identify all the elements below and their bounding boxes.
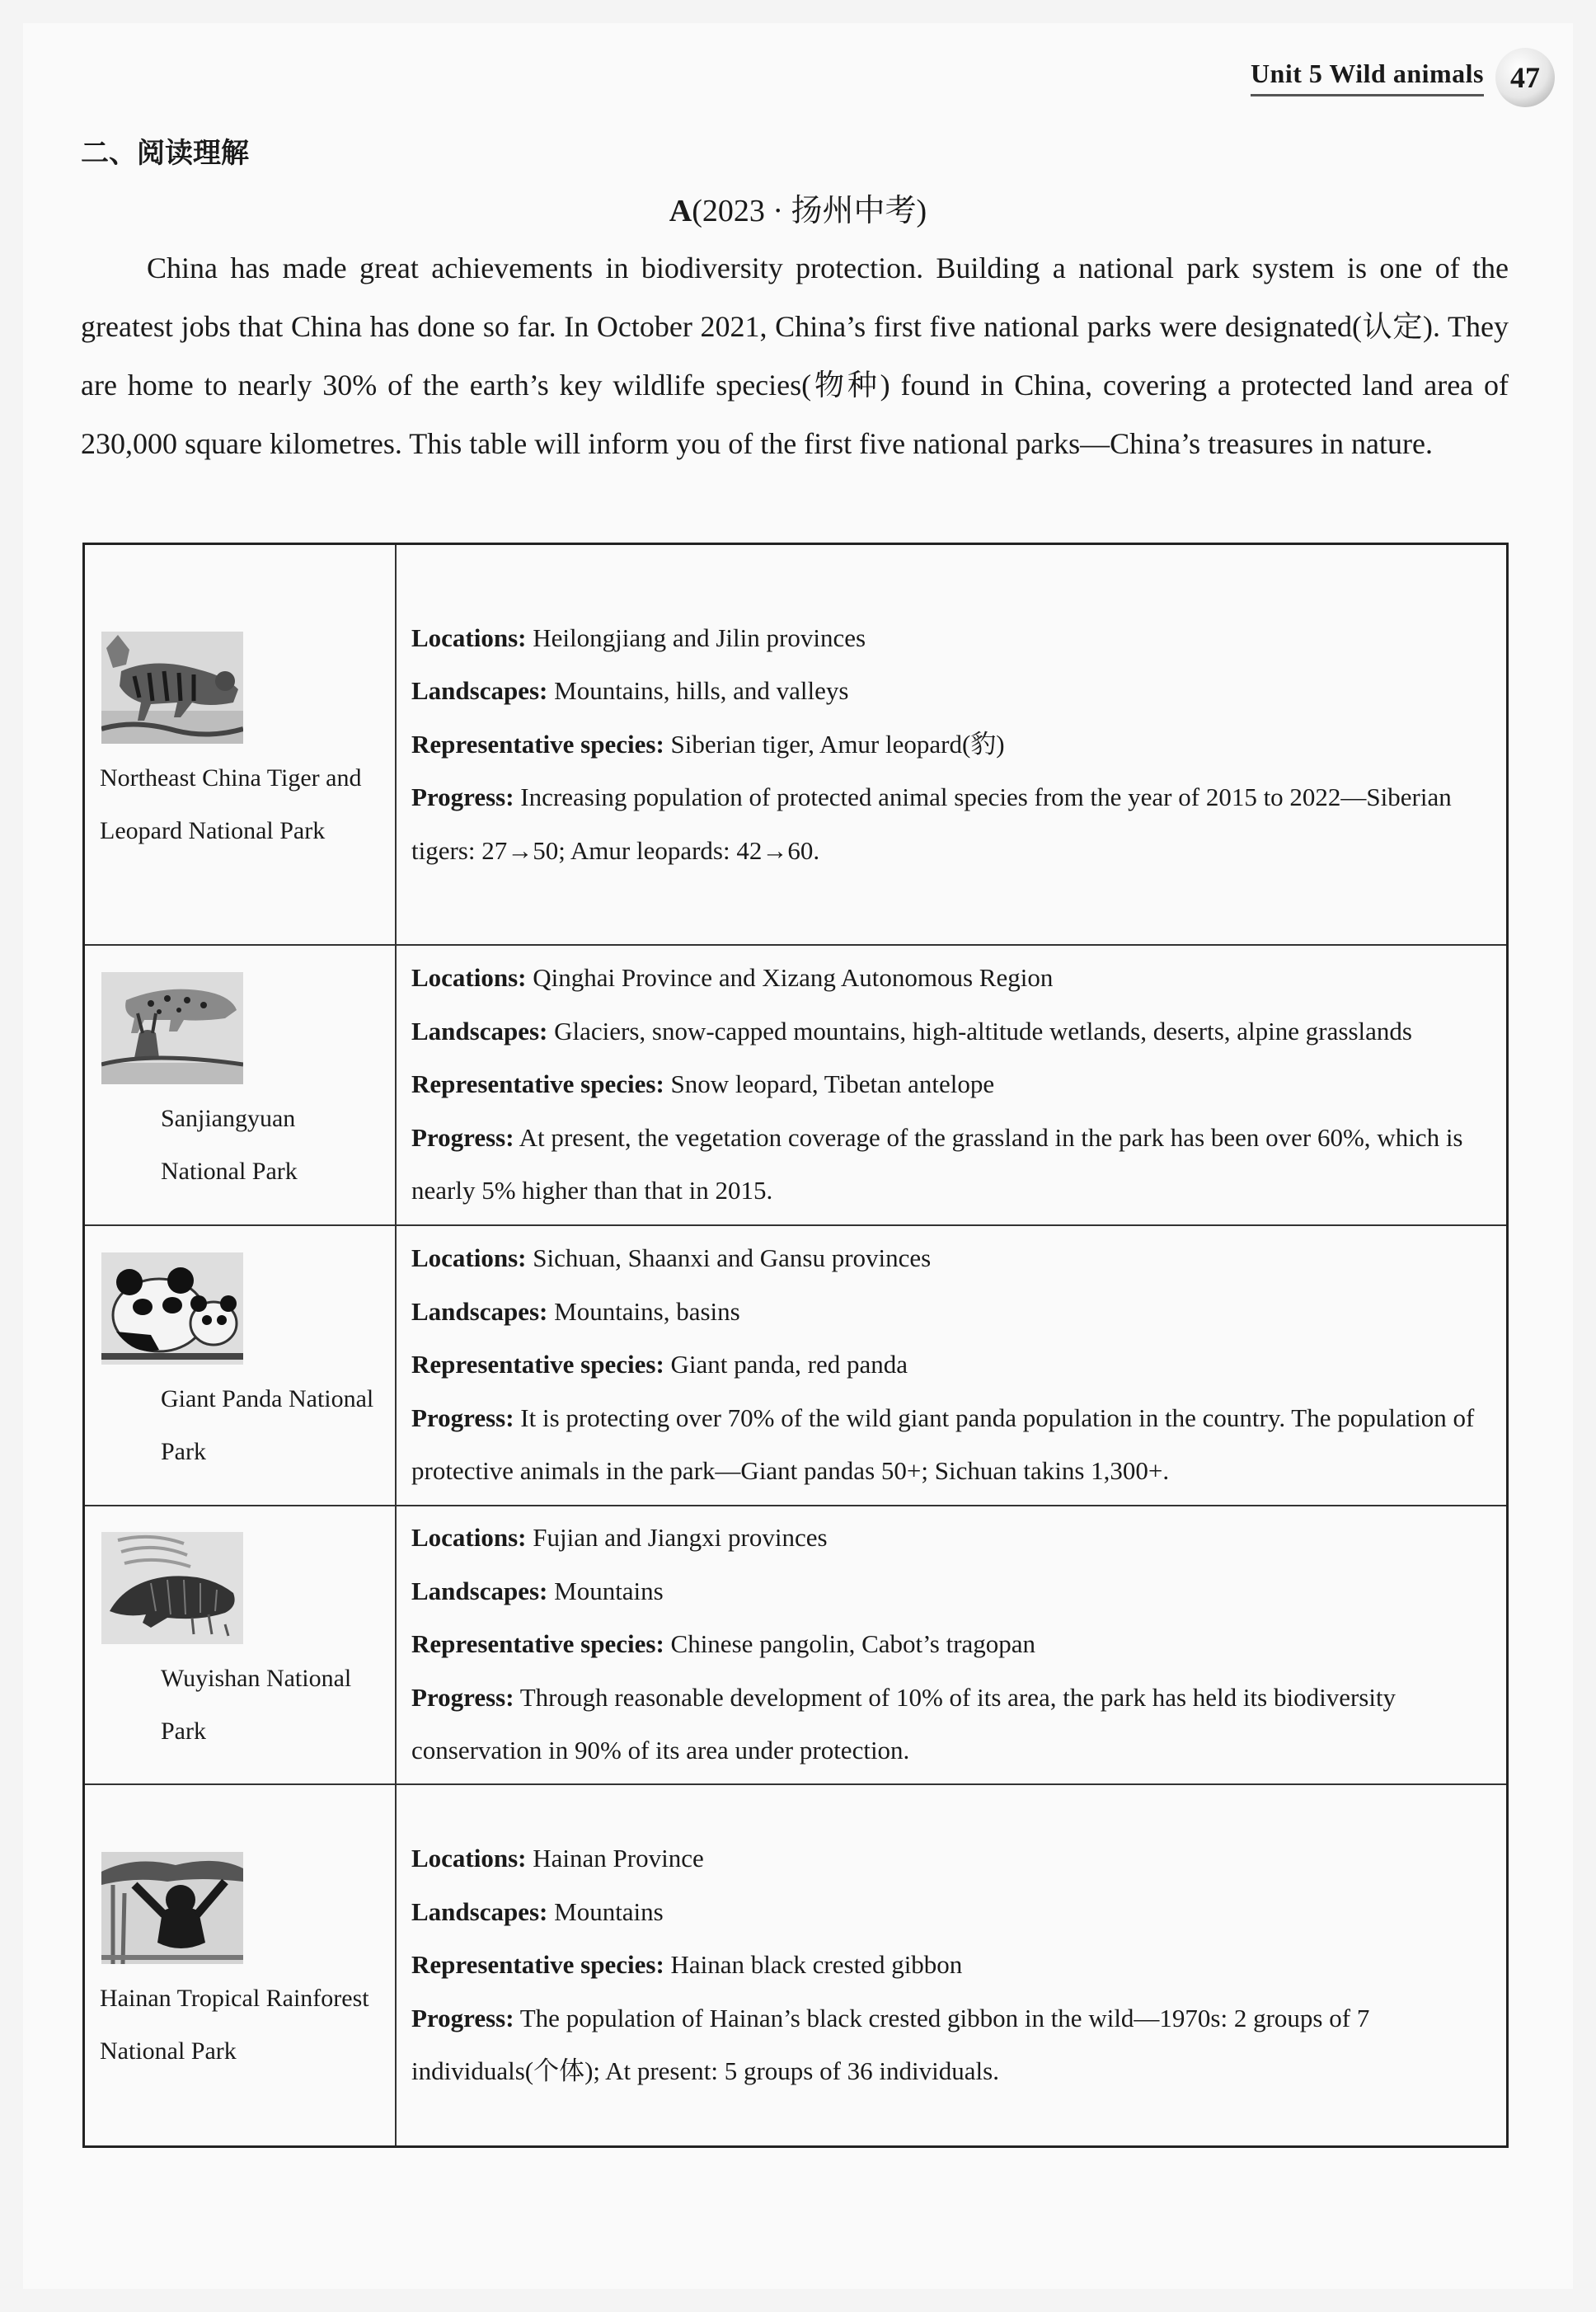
unit-title: Unit 5 Wild animals (1251, 59, 1484, 96)
intro-paragraph (81, 239, 1509, 473)
park-info (396, 945, 1508, 1225)
landscapes-label: Landscapes: (411, 676, 548, 705)
progress-value: At present, the vegetation coverage of the grassland in the park has been over 60%, which is nearly 5% higher than that in 2015. (411, 1122, 1463, 1205)
park-info (396, 1225, 1508, 1506)
page-header (1251, 48, 1555, 107)
landscapes-value: Mountains, basins (554, 1296, 740, 1326)
species-line (411, 718, 1495, 772)
progress-line (411, 1111, 1495, 1218)
species-value: Siberian tiger, Amur leopard(豹) (670, 729, 1005, 759)
landscapes-line (411, 1565, 1495, 1619)
species-line (411, 1058, 1495, 1111)
locations-value: Hainan Province (533, 1844, 704, 1873)
landscapes-value: Glaciers, snow-capped mountains, high-altitude wetlands, deserts, alpine grasslands (554, 1016, 1412, 1046)
locations-label: Locations: (411, 623, 527, 652)
locations-label: Locations: (411, 1523, 527, 1553)
page-number: 47 (1495, 48, 1555, 107)
park-name: Hainan Tropical Rainforest National Park (100, 1985, 369, 2065)
table-row (84, 1784, 1508, 2147)
progress-label: Progress: (411, 1122, 514, 1152)
park-cell (84, 1506, 397, 1784)
landscapes-line (411, 665, 1495, 718)
park-cell (84, 1784, 397, 2147)
species-line (411, 1338, 1495, 1392)
progress-label: Progress: (411, 1682, 514, 1712)
table-row (84, 1506, 1508, 1784)
table-row (84, 1225, 1508, 1506)
passage-label: A (669, 194, 692, 228)
locations-value: Heilongjiang and Jilin provinces (533, 623, 866, 652)
landscapes-label: Landscapes: (411, 1896, 548, 1926)
landscapes-line (411, 1005, 1495, 1059)
progress-label: Progress: (411, 2003, 514, 2032)
locations-value: Sichuan, Shaanxi and Gansu provinces (533, 1243, 932, 1273)
landscapes-line (411, 1285, 1495, 1339)
species-label: Representative species: (411, 1069, 664, 1099)
panda-photo (101, 1252, 243, 1365)
snow-leopard-photo (101, 972, 243, 1084)
species-value: Giant panda, red panda (670, 1350, 908, 1379)
progress-label: Progress: (411, 782, 514, 811)
landscapes-label: Landscapes: (411, 1016, 548, 1046)
tiger-photo (101, 632, 243, 744)
passage-source: (2023 · 扬州中考) (692, 194, 927, 228)
park-name: Northeast China Tiger and Leopard National Park (100, 764, 362, 844)
locations-line (411, 1232, 1495, 1285)
species-value: Snow leopard, Tibetan antelope (670, 1069, 995, 1099)
park-cell (84, 544, 397, 945)
locations-line (411, 952, 1495, 1005)
landscapes-line (411, 1886, 1495, 1939)
progress-value: The population of Hainan’s black crested gibbon in the wild—1970s: 2 groups of 7 individuals(个体); At present: 5 groups of 36 individuals. (411, 2003, 1370, 2085)
progress-line (411, 1992, 1495, 2098)
park-name: Giant Panda National Park (161, 1384, 374, 1465)
progress-line (411, 1671, 1495, 1778)
progress-value: It is protecting over 70% of the wild giant panda population in the country. The population of protective animals in the park—Giant pandas 50+; Sichuan takins 1,300+. (411, 1403, 1475, 1486)
progress-value: Through reasonable development of 10% of its area, the park has held its biodiversity conservation in 90% of its area under protection. (411, 1682, 1396, 1765)
landscapes-value: Mountains, hills, and valleys (554, 676, 849, 705)
intro-text: China has made great achievements in biodiversity protection. Building a national park system is one of the greatest jobs that China has done so far. In October 2021, China’s first five national parks were designated(认定). They are home to nearly 30% of the earth’s key wildlife species(物种) found in China, covering a protected land area of 230,000 square kilometres. This table will inform you of the first five national parks—China’s treasures in nature. (81, 251, 1509, 460)
park-info (396, 1506, 1508, 1784)
landscapes-value: Mountains (554, 1576, 664, 1605)
pangolin-photo (101, 1532, 243, 1644)
species-line (411, 1938, 1495, 1992)
section-title: 二、阅读理解 (81, 137, 249, 170)
park-cell (84, 945, 397, 1225)
table-row (84, 544, 1508, 945)
gibbon-photo (101, 1852, 243, 1964)
locations-label: Locations: (411, 1243, 527, 1273)
species-line (411, 1618, 1495, 1671)
progress-line (411, 1392, 1495, 1498)
locations-value: Fujian and Jiangxi provinces (533, 1523, 828, 1553)
progress-value: Increasing population of protected animal species from the year of 2015 to 2022—Siberian tigers: 27→50; Amur leopards: 42→60. (411, 782, 1452, 865)
locations-line (411, 1832, 1495, 1886)
species-value: Hainan black crested gibbon (670, 1950, 963, 1979)
locations-label: Locations: (411, 1844, 527, 1873)
passage-title (0, 185, 1596, 230)
progress-line (411, 771, 1495, 877)
landscapes-label: Landscapes: (411, 1576, 548, 1605)
progress-label: Progress: (411, 1403, 514, 1432)
park-name: Wuyishan National Park (161, 1664, 352, 1745)
landscapes-value: Mountains (554, 1896, 664, 1926)
species-label: Representative species: (411, 1350, 664, 1379)
locations-line (411, 612, 1495, 665)
species-value: Chinese pangolin, Cabot’s tragopan (670, 1629, 1036, 1659)
landscapes-label: Landscapes: (411, 1296, 548, 1326)
park-info (396, 544, 1508, 945)
species-label: Representative species: (411, 1629, 664, 1659)
parks-table (82, 543, 1509, 2148)
park-name: Sanjiangyuan National Park (161, 1104, 298, 1185)
species-label: Representative species: (411, 729, 664, 759)
locations-line (411, 1511, 1495, 1565)
locations-value: Qinghai Province and Xizang Autonomous Region (533, 963, 1054, 993)
table-row (84, 945, 1508, 1225)
species-label: Representative species: (411, 1950, 664, 1979)
park-info (396, 1784, 1508, 2147)
park-cell (84, 1225, 397, 1506)
locations-label: Locations: (411, 963, 527, 993)
